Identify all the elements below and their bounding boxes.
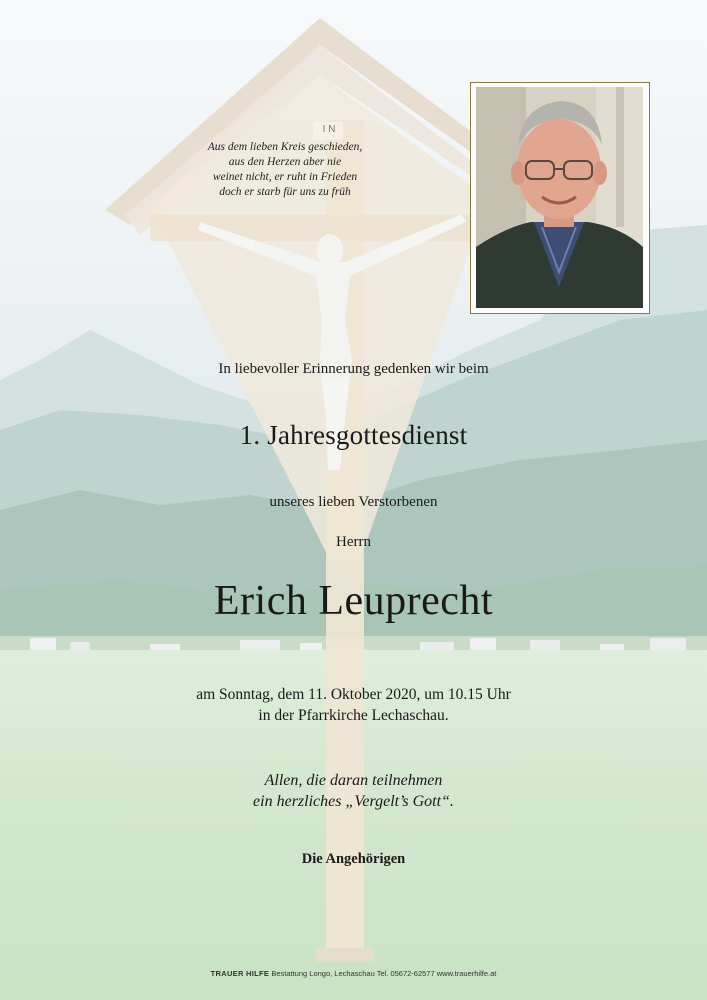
verse-line: aus den Herzen aber nie (228, 156, 342, 168)
cross-plaque-text: I N (322, 124, 336, 135)
thanks-line: ein herzliches „Vergelt’s Gott“. (253, 793, 454, 810)
verse-line: doch er starb für uns zu früh (219, 186, 351, 198)
location-line: in der Pfarrkirche Lechaschau. (258, 707, 449, 724)
verse-line: Aus dem lieben Kreis geschieden, (207, 141, 363, 153)
service-title: 1. Jahresgottesdienst (239, 420, 468, 450)
deceased-label: unseres lieben Verstorbenen (269, 494, 438, 510)
verse-line: weinet nicht, er ruht in Frieden (212, 171, 358, 183)
thanks-line: Allen, die daran teilnehmen (264, 772, 443, 789)
footer (0, 969, 707, 978)
deceased-name: Erich Leuprecht (213, 578, 494, 624)
footer-brand: TRAUER HILFE (210, 969, 270, 978)
portrait-image (476, 87, 643, 308)
service-datetime (0, 684, 707, 726)
honorific: Herrn (336, 534, 371, 550)
signature-family: Die Angehörigen (301, 851, 406, 867)
footer-details: Bestattung Longo, Lechaschau Tel. 05672-62577 www.trauerhilfe.at (271, 969, 497, 978)
datetime-line: am Sonntag, dem 11. Oktober 2020, um 10.15 Uhr (196, 686, 511, 703)
portrait-frame (470, 82, 650, 314)
memorial-verse (190, 140, 380, 200)
thanks-note (0, 770, 707, 812)
portrait-photo (476, 87, 643, 308)
intro-line: In liebevoller Erinnerung gedenken wir beim (218, 361, 489, 377)
